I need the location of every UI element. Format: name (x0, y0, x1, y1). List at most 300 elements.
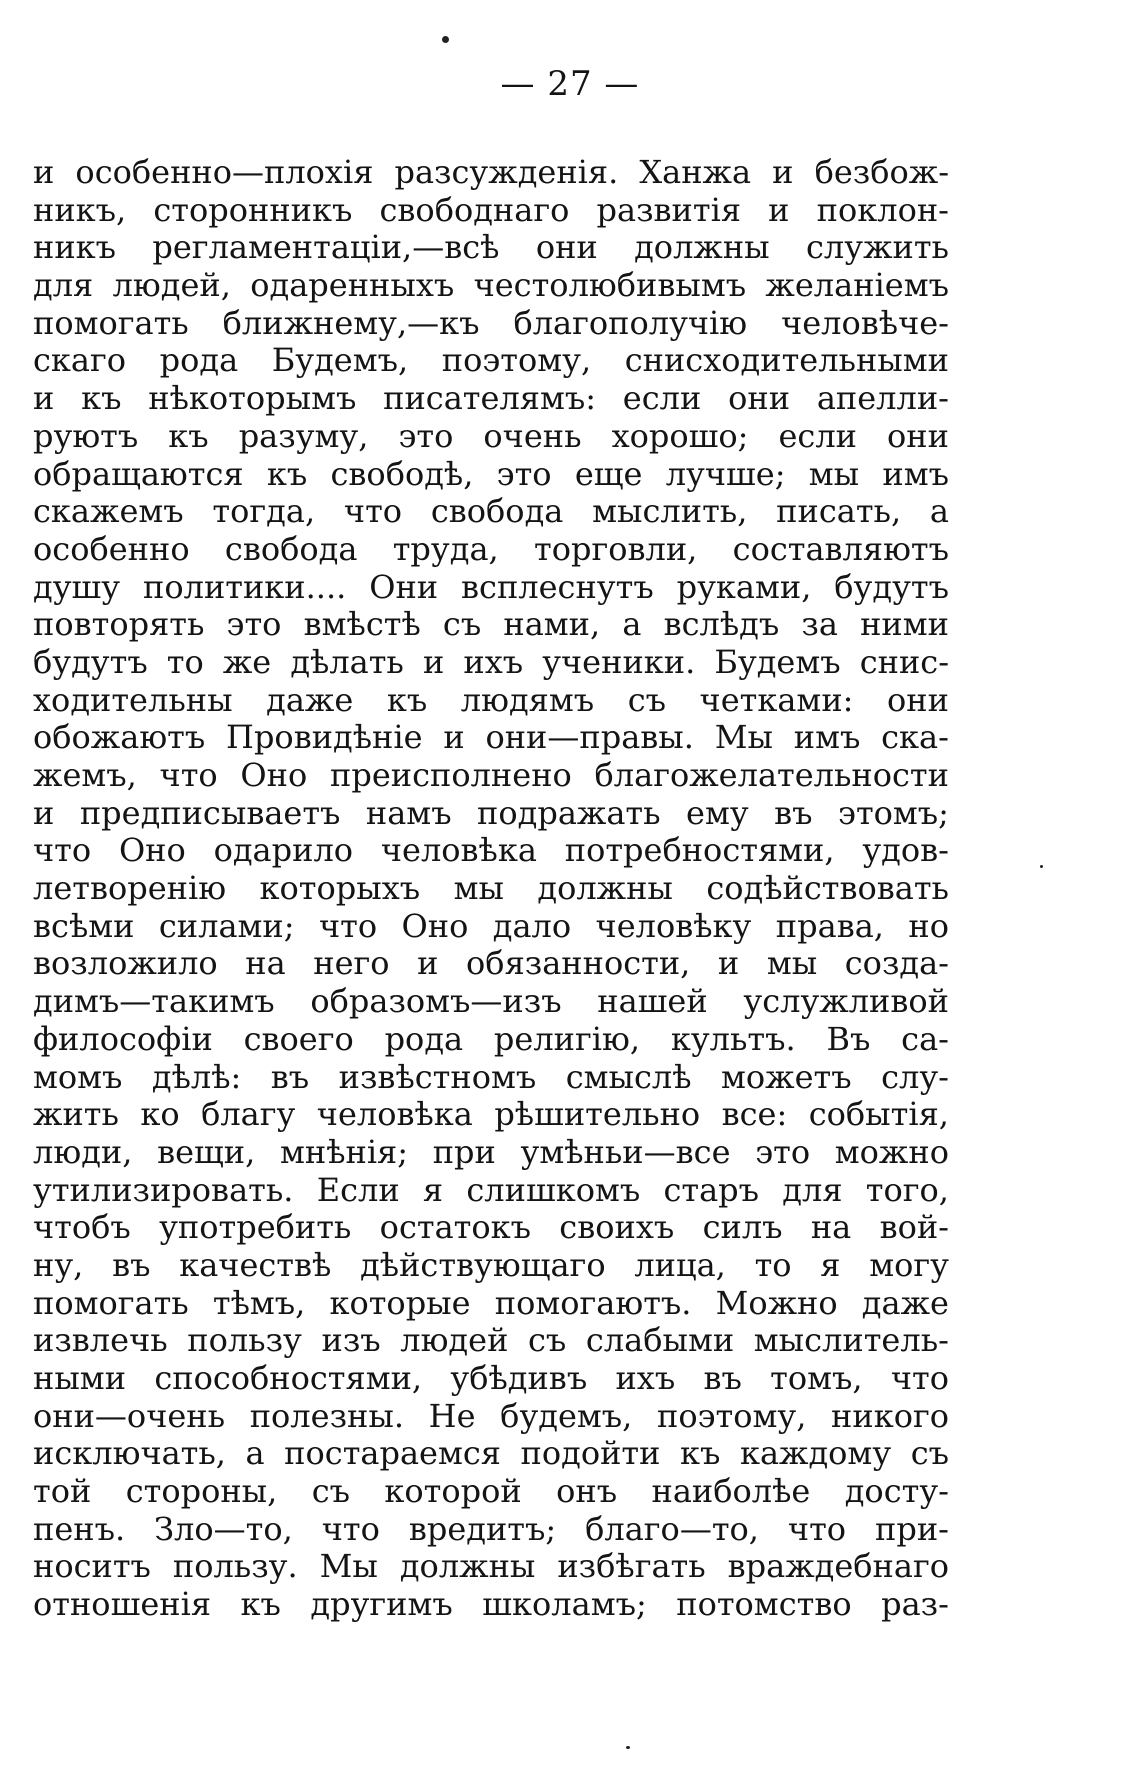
word: скажемъ (33, 493, 184, 531)
word: преисполнено (330, 757, 572, 794)
word: снис- (859, 643, 949, 681)
text-line (33, 154, 949, 192)
word: Въ (826, 1020, 871, 1058)
word: они—очень (33, 1397, 226, 1435)
word: въ (703, 1360, 742, 1397)
text-line (33, 1021, 949, 1059)
word: можно (834, 1133, 949, 1171)
word: человѣка (316, 1096, 473, 1134)
word: за (801, 606, 838, 644)
text-line (33, 908, 949, 946)
word: для (33, 267, 94, 305)
word: употребить (159, 1209, 352, 1247)
text-line (33, 1322, 949, 1360)
word: услужливой (743, 983, 949, 1021)
word: къ (168, 417, 209, 455)
word: силами; (158, 907, 295, 945)
word: въ (112, 1246, 151, 1284)
word: Оно (118, 832, 186, 870)
word: постараемся (284, 1435, 501, 1473)
word: качествѣ (179, 1246, 332, 1284)
word: которые (329, 1284, 471, 1322)
word: къ (680, 1435, 721, 1473)
text-line (33, 945, 949, 983)
word: носитъ (33, 1548, 151, 1586)
word: нами, (503, 606, 601, 644)
word: ближнему,—къ (222, 304, 480, 342)
word: силъ (702, 1209, 783, 1247)
word: въ (774, 794, 813, 832)
word: это (755, 1133, 811, 1171)
word: Провидѣніе (226, 719, 423, 757)
text-line (33, 1285, 949, 1323)
text-line (33, 1360, 949, 1398)
word: лучше; (665, 455, 786, 493)
word: даже (861, 1284, 949, 1322)
text-line (33, 1134, 949, 1172)
word: мыслитель- (753, 1322, 949, 1360)
word: то (166, 643, 204, 681)
word: дѣлать (290, 643, 404, 681)
word: благу (201, 1096, 296, 1134)
word: пользу (187, 1322, 302, 1360)
word: это (398, 417, 454, 455)
word: другимъ (310, 1586, 453, 1624)
word: можетъ (721, 1058, 852, 1096)
word: благополучію (513, 304, 748, 342)
word: будутъ (834, 568, 949, 606)
word: это (496, 455, 552, 493)
word: ко (140, 1096, 180, 1134)
word: Оно (240, 757, 308, 794)
word: обязанности, (466, 945, 691, 983)
word: труда, (392, 530, 499, 568)
word: регламентаціи,—всѣ (152, 229, 500, 267)
word: служить (805, 229, 949, 267)
word: ными (33, 1360, 127, 1397)
word: и (422, 643, 445, 681)
text-line (33, 531, 949, 569)
word: отношенія (33, 1586, 211, 1624)
word: одаренныхъ (250, 267, 455, 305)
word: безбож- (814, 154, 949, 191)
word: содѣйствовать (706, 870, 949, 908)
word: съ (442, 606, 482, 644)
word: помогаютъ. (494, 1284, 692, 1322)
text-line (33, 229, 949, 267)
word: составляютъ (732, 530, 949, 568)
word: должны (399, 1548, 536, 1586)
word: вой- (879, 1209, 949, 1247)
word: свобода (224, 530, 358, 568)
word: вещи, (157, 1133, 256, 1171)
word: слишкомъ (466, 1171, 641, 1209)
word: вмѣстѣ (303, 606, 421, 644)
word: еще (574, 455, 643, 493)
text-line (33, 1548, 949, 1586)
word: обожаютъ (33, 719, 206, 757)
word: Оно (401, 907, 469, 945)
word: все: (721, 1096, 788, 1134)
word: Будемъ, (271, 342, 409, 380)
text-line (33, 1059, 949, 1097)
word: потомство (676, 1586, 852, 1624)
word: дало (492, 907, 572, 945)
word: изъ (321, 1322, 381, 1360)
word: они (887, 681, 949, 719)
text-line (33, 682, 949, 720)
word: и (417, 945, 439, 983)
word: ему (686, 794, 749, 832)
word: Будемъ (714, 643, 841, 681)
word: созда- (844, 945, 949, 983)
word: но (908, 907, 949, 945)
word: всплеснутъ (461, 568, 654, 606)
word: философіи (33, 1020, 213, 1058)
word: то (754, 1246, 792, 1284)
word: свобода (430, 493, 564, 531)
word: ска- (881, 719, 949, 757)
word: а (929, 493, 949, 531)
word: должны (634, 229, 770, 267)
word: намъ (365, 794, 452, 832)
word: своихъ (559, 1209, 675, 1247)
word: съ (627, 681, 666, 719)
word: честолюбивымъ (473, 267, 747, 305)
word: писателямъ: (383, 380, 596, 418)
text-line (33, 456, 949, 494)
word: дѣйствующаго (360, 1246, 606, 1284)
word: особенно—плохія (75, 154, 374, 191)
word: возложило (33, 945, 218, 983)
word: будемъ, (500, 1397, 633, 1435)
word: школамъ; (482, 1586, 647, 1624)
text-line (33, 644, 949, 682)
word: смыслѣ (565, 1058, 692, 1096)
text-line (33, 1473, 949, 1511)
text-line (33, 342, 949, 380)
word: и (717, 945, 740, 983)
word: этомъ; (838, 794, 949, 832)
word: политики.... (143, 568, 347, 606)
word: они—правы. (485, 719, 694, 757)
word: руками, (676, 568, 812, 606)
word: стороны, (125, 1473, 278, 1511)
word: благожелательности (594, 757, 949, 794)
word: утилизировать. (33, 1171, 294, 1209)
word: тогда, (212, 493, 316, 531)
text-line (33, 1096, 949, 1134)
word: и (33, 380, 55, 418)
word: при (432, 1133, 496, 1171)
text-line (33, 795, 949, 833)
word: и (443, 719, 465, 757)
word: человѣку (595, 907, 752, 945)
word: разсужденія. (394, 154, 619, 191)
word: скаго (33, 342, 127, 380)
word: вслѣдъ (663, 606, 780, 644)
text-line (33, 1398, 949, 1436)
word: наиболѣе (651, 1473, 811, 1511)
word: раз- (881, 1586, 949, 1624)
word: могу (869, 1246, 949, 1284)
word: остатокъ (379, 1209, 531, 1247)
word: и (768, 191, 790, 229)
text-line (33, 1209, 949, 1247)
word: на (810, 1209, 852, 1247)
word: способностями, (154, 1360, 423, 1397)
word: вредитъ; (408, 1510, 557, 1548)
word: летворенію (33, 870, 227, 908)
word: душу (33, 568, 121, 606)
word: писать, (776, 493, 902, 531)
word: жемъ, (33, 757, 137, 794)
word: старъ (663, 1171, 760, 1209)
word: разуму, (238, 417, 369, 455)
word: что (343, 493, 403, 531)
word: того, (865, 1171, 949, 1209)
word: а (622, 606, 642, 644)
word: нѣкоторымъ (148, 380, 357, 418)
word: въ (270, 1058, 310, 1096)
word: образомъ—изъ (310, 983, 562, 1021)
word: лица, (634, 1246, 726, 1284)
word: умѣньи—все (520, 1133, 731, 1171)
word: что (321, 1510, 380, 1548)
word: помогать (33, 304, 189, 342)
word: что (787, 1510, 847, 1548)
word: са- (901, 1020, 949, 1058)
word: культъ. (670, 1020, 796, 1058)
word: враждебнаго (727, 1548, 949, 1586)
word: что (318, 907, 378, 945)
word: повторять (33, 606, 205, 644)
word: Зло—то, (154, 1510, 293, 1548)
word: Ханжа (639, 154, 752, 191)
word: къ (386, 681, 428, 719)
word: торговли, (534, 530, 698, 568)
word: Не (428, 1397, 476, 1435)
text-line (33, 1511, 949, 1549)
word: для (782, 1171, 843, 1209)
word: тѣмъ, (212, 1284, 306, 1322)
word: ходительны (33, 681, 233, 719)
word: подойти (520, 1435, 661, 1473)
word: Они (369, 568, 439, 606)
word: люди, (33, 1133, 133, 1171)
word: томъ, (770, 1360, 863, 1397)
word: извлечь (33, 1322, 168, 1360)
word: которой (384, 1473, 522, 1511)
word: никъ (33, 229, 117, 267)
word: четками: (699, 681, 854, 719)
word: человѣче- (781, 304, 949, 342)
word: поклон- (816, 191, 949, 229)
word: рѣшительно (494, 1096, 701, 1134)
word: досту- (844, 1473, 949, 1511)
text-line (33, 606, 949, 644)
word: что (159, 757, 218, 794)
word: мы (766, 945, 818, 983)
word: если (622, 380, 702, 418)
word: ученики. (542, 643, 696, 681)
word: должны (537, 870, 673, 908)
word: всѣми (33, 907, 135, 945)
word: Если (316, 1171, 400, 1209)
word: ну, (33, 1246, 84, 1284)
word: слу- (881, 1058, 949, 1096)
text-line (33, 1435, 949, 1473)
word: религію, (493, 1020, 641, 1058)
word: чтобъ (33, 1209, 131, 1247)
word: съ (528, 1322, 567, 1360)
word: на (245, 945, 286, 983)
word: же (222, 643, 272, 681)
word: Мы (714, 719, 773, 757)
word: и (33, 154, 55, 191)
word: потребностями, (564, 832, 835, 870)
word: даже (266, 681, 354, 719)
word: это (226, 606, 282, 644)
word: каждому (739, 1435, 892, 1473)
text-line (33, 418, 949, 456)
word: ихъ (463, 643, 524, 681)
text-line (33, 569, 949, 607)
word: мы (808, 455, 860, 493)
word: при- (875, 1510, 949, 1548)
word: хорошо; (611, 417, 749, 455)
word: слабыми (585, 1322, 735, 1360)
text-line (33, 1172, 949, 1210)
word: людей (400, 1322, 509, 1360)
word: помогать (33, 1284, 189, 1322)
word: ними (860, 606, 949, 644)
word: къ (81, 380, 122, 418)
word: права, (775, 907, 884, 945)
word: и (772, 154, 794, 191)
word: момъ (33, 1058, 123, 1096)
text-line (33, 1247, 949, 1285)
word: что (33, 832, 92, 870)
word: поэтому, (657, 1397, 807, 1435)
word: пользу. (172, 1548, 298, 1586)
word: поэтому, (441, 342, 592, 380)
word: подражать (477, 794, 661, 832)
word: никъ, (33, 191, 127, 229)
word: исключать, (33, 1435, 226, 1473)
text-line (33, 267, 949, 305)
word: съ (910, 1435, 949, 1473)
ink-speck-top (442, 36, 449, 43)
word: что (890, 1360, 949, 1397)
word: свободѣ, (330, 455, 474, 493)
text-line (33, 719, 949, 757)
word: особенно (33, 530, 190, 568)
text-line (33, 757, 949, 795)
word: дѣлѣ: (151, 1058, 242, 1096)
word: той (33, 1473, 92, 1511)
word: извѣстномъ (338, 1058, 537, 1096)
word: и (33, 794, 55, 832)
word: нашей (597, 983, 708, 1021)
word: благо—то, (585, 1510, 759, 1548)
word: снисходительными (624, 342, 949, 380)
word: они (535, 229, 598, 267)
word: рода (384, 1020, 464, 1058)
word: съ (311, 1473, 350, 1511)
word: я (820, 1246, 841, 1284)
word: имъ (882, 455, 949, 493)
word: людей, (112, 267, 231, 305)
page-number: — 27 — (500, 64, 640, 104)
text-line (33, 1586, 949, 1624)
text-line (33, 983, 949, 1021)
word: жить (33, 1096, 119, 1134)
word: желаніемъ (765, 267, 949, 305)
word: сторонникъ (153, 191, 353, 229)
word: обращаются (33, 455, 244, 493)
word: они (887, 417, 949, 455)
word: своего (243, 1020, 354, 1058)
ink-speck-right (1040, 865, 1043, 868)
text-line (33, 493, 949, 531)
text-line (33, 832, 949, 870)
word: къ (266, 455, 308, 493)
word: я (422, 1171, 444, 1209)
text-line (33, 870, 949, 908)
word: димъ—такимъ (33, 983, 275, 1021)
word: свободнаго (379, 191, 570, 229)
word: къ (240, 1586, 281, 1624)
ink-speck-bottom (626, 1746, 630, 1749)
word: апелли- (816, 380, 949, 418)
word: развитія (596, 191, 741, 229)
text-line (33, 305, 949, 343)
word: очень (483, 417, 582, 455)
word: будутъ (33, 643, 148, 681)
word: они (728, 380, 791, 418)
word: человѣка (380, 832, 537, 870)
word: а (245, 1435, 265, 1473)
text-line (33, 192, 949, 230)
word: предписываетъ (79, 794, 341, 832)
word: Можно (715, 1284, 838, 1322)
word: людямъ (460, 681, 595, 719)
word: Мы (319, 1548, 378, 1586)
word: имъ (793, 719, 861, 757)
word: ихъ (615, 1360, 676, 1397)
word: мнѣнія; (279, 1133, 409, 1171)
text-line (33, 380, 949, 418)
word: одарило (213, 832, 354, 870)
word: если (778, 417, 857, 455)
word: онъ (556, 1473, 618, 1511)
word: него (313, 945, 390, 983)
word: пенъ. (33, 1510, 126, 1548)
body-text (33, 154, 949, 1624)
word: никого (831, 1397, 949, 1435)
word: мы (453, 870, 504, 908)
word: которыхъ (259, 870, 421, 908)
word: избѣгать (557, 1548, 706, 1586)
word: убѣдивъ (450, 1360, 588, 1397)
word: рода (159, 342, 239, 380)
word: полезны. (249, 1397, 404, 1435)
word: руютъ (33, 417, 139, 455)
word: мыслить, (592, 493, 748, 531)
word: удов- (862, 832, 949, 870)
word: событія, (808, 1096, 949, 1134)
